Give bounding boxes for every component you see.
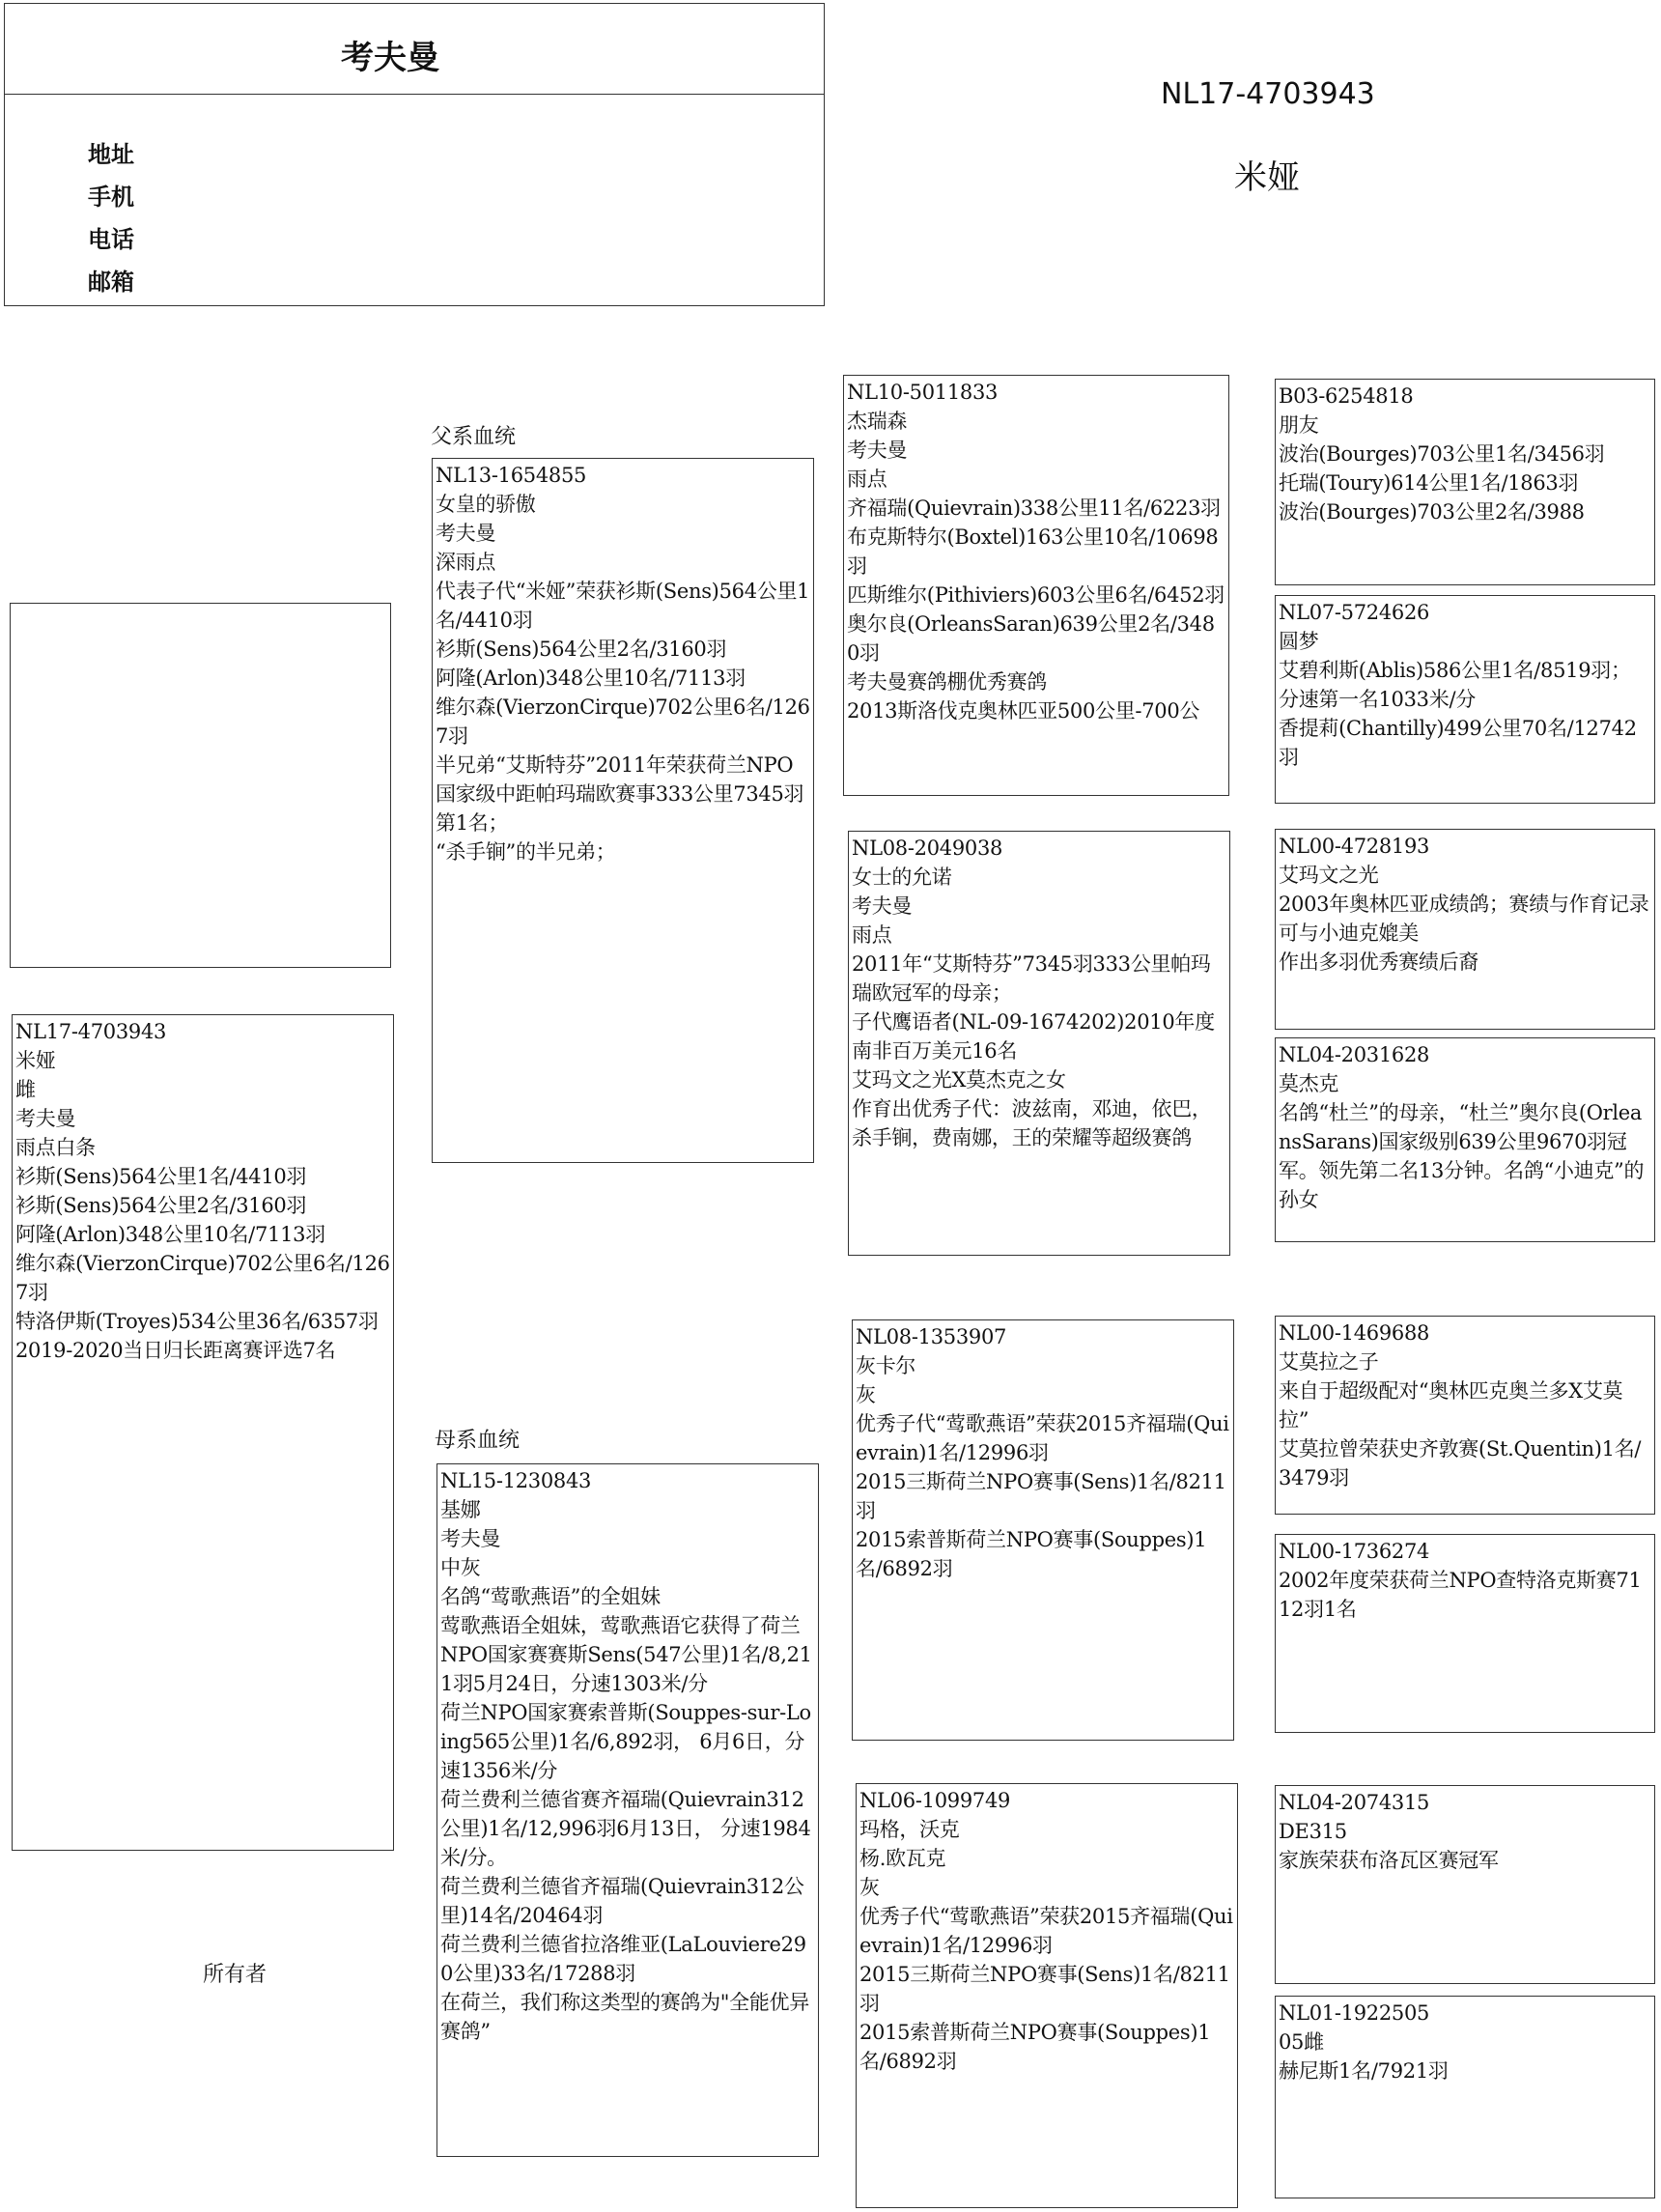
dam-line: 荷兰费利兰德省赛齐福瑞(Quievrain312公里)1名/12,996羽6月13日， 分速1984米/分。 <box>440 1788 811 1869</box>
sire-line: 阿隆(Arlon)348公里10名/7113羽 <box>436 666 746 690</box>
great-grandparent-line: NL01-1922505 <box>1279 2001 1430 2025</box>
sire-line: 半兄弟“艾斯特芬”2011年荣获荷兰NPO国家级中距帕玛瑞欧赛事333公里7345羽第1名； <box>436 753 804 835</box>
dam-line: 考夫曼 <box>440 1527 501 1550</box>
great-grandparent-line: 来自于超级配对“奥林匹克奥兰多X艾莫拉” <box>1279 1379 1623 1432</box>
great-grandparent-card-6 <box>1275 1534 1655 1733</box>
great-grandparent-line: NL04-2074315 <box>1279 1791 1430 1814</box>
great-grandparent-line: 波治(Bourges)703公里2名/3988 <box>1279 500 1585 524</box>
subject-line: 2019-2020当日归长距离赛评选7名 <box>15 1339 336 1362</box>
grandparent-line: 灰 <box>859 1876 880 1899</box>
dam-line: 在荷兰，我们称这类型的赛鸽为"全能优异赛鸽” <box>440 1991 809 2043</box>
great-grandparent-line: 2002年度荣获荷兰NPO查特洛克斯赛7112羽1名 <box>1279 1569 1642 1621</box>
grandparent-line: 匹斯维尔(Pithiviers)603公里6名/6452羽 <box>847 583 1225 607</box>
subject-card <box>12 1014 394 1851</box>
grandparent-line: 玛格，沃克 <box>859 1818 960 1841</box>
grandparent-line: 2015三斯荷兰NPO赛事(Sens)1名/8211羽 <box>859 1963 1230 2015</box>
grandparent-line: 灰 <box>856 1383 876 1406</box>
grandparent-line: NL08-1353907 <box>856 1325 1007 1348</box>
grandparent-line: 2015三斯荷兰NPO赛事(Sens)1名/8211羽 <box>856 1470 1226 1522</box>
dam-line: 名鸽“莺歌燕语”的全姐妹 <box>440 1585 661 1608</box>
great-grandparent-line: 05雌 <box>1279 2030 1324 2054</box>
grandparent-line: 2015索普斯荷兰NPO赛事(Souppes)1名/6892羽 <box>859 2021 1211 2073</box>
grandparent-line: 杨.欧瓦克 <box>859 1847 946 1870</box>
grandparent-line: 雨点 <box>847 468 887 491</box>
contact-email-label: 邮箱 <box>88 269 134 296</box>
grandparent-line: 子代鹰语者(NL-09-1674202)2010年度南非百万美元16名 <box>852 1010 1215 1063</box>
grandparent-line: 杰瑞森 <box>847 410 908 433</box>
grandsire-maternal-card <box>852 1319 1234 1741</box>
dam-line: 荷兰费利兰德省拉洛维亚(LaLouviere290公里)33名/17288羽 <box>440 1933 806 1985</box>
grandparent-line: 雨点 <box>852 923 892 947</box>
great-grandparent-card-7 <box>1275 1785 1655 1984</box>
great-grandparent-line: 香提莉(Chantilly)499公里70名/12742羽 <box>1279 717 1637 769</box>
grandparent-line: 优秀子代“莺歌燕语”荣获2015齐福瑞(Quievrain)1名/12996羽 <box>859 1905 1233 1957</box>
grandparent-line: 考夫曼 <box>847 439 908 462</box>
subject-line: 米娅 <box>15 1049 56 1072</box>
grandsire-paternal-card <box>843 375 1229 796</box>
sire-card <box>432 458 814 1163</box>
subject-line: 衫斯(Sens)564公里2名/3160羽 <box>15 1194 307 1217</box>
grandparent-line: 艾玛文之光X莫杰克之女 <box>852 1068 1066 1092</box>
subject-line: 衫斯(Sens)564公里1名/4410羽 <box>15 1165 307 1188</box>
dam-line: 基娜 <box>440 1498 481 1521</box>
subject-line: 考夫曼 <box>15 1107 76 1130</box>
sire-line: 考夫曼 <box>436 522 496 545</box>
subject-line: 特洛伊斯(Troyes)534公里36名/6357羽 <box>15 1310 379 1333</box>
great-grandparent-card-5 <box>1275 1316 1655 1515</box>
great-grandparent-line: 波治(Bourges)703公里1名/3456羽 <box>1279 442 1605 466</box>
grandparent-line: NL06-1099749 <box>859 1789 1011 1812</box>
great-grandparent-line: 莫杰克 <box>1279 1072 1339 1095</box>
contact-address-label: 地址 <box>88 141 134 168</box>
dam-line: 荷兰费利兰德省齐福瑞(Quievrain312公里)14名/20464羽 <box>440 1875 804 1927</box>
sire-line: 代表子代“米娅”荣获衫斯(Sens)564公里1名/4410羽 <box>436 580 810 632</box>
grandparent-line: 考夫曼 <box>852 894 913 918</box>
subject-line: NL17-4703943 <box>15 1020 167 1043</box>
grandparent-line: 灰卡尔 <box>856 1354 916 1377</box>
dam-card <box>436 1463 819 2157</box>
grandparent-line: NL10-5011833 <box>847 381 999 404</box>
sire-section-label: 父系血统 <box>431 425 517 449</box>
grandparent-line: 2015索普斯荷兰NPO赛事(Souppes)1名/6892羽 <box>856 1528 1207 1580</box>
dam-line: 中灰 <box>440 1556 481 1579</box>
great-grandparent-line: 圆梦 <box>1279 630 1319 653</box>
great-grandparent-line: 托瑞(Toury)614公里1名/1863羽 <box>1279 471 1579 495</box>
great-grandparent-line: 艾玛文之光 <box>1279 864 1379 887</box>
owner-header-box <box>4 3 825 306</box>
sire-line: 深雨点 <box>436 551 496 574</box>
contact-mobile-label: 手机 <box>88 184 134 211</box>
great-grandparent-line: NL04-2031628 <box>1279 1043 1430 1066</box>
granddam-maternal-card <box>856 1783 1238 2208</box>
great-grandparent-line: 2003年奥林匹亚成绩鸽；赛绩与作育记录可与小迪克媲美 <box>1279 893 1649 945</box>
owner-caption: 所有者 <box>203 1963 267 1987</box>
sire-line: NL13-1654855 <box>436 464 587 487</box>
great-grandparent-card-1 <box>1275 379 1655 585</box>
grandparent-line: 2011年“艾斯特芬”7345羽333公里帕玛瑞欧冠军的母亲； <box>852 952 1211 1005</box>
grandparent-line: NL08-2049038 <box>852 837 1003 860</box>
grandparent-line: 布克斯特尔(Boxtel)163公里10名/10698羽 <box>847 525 1219 578</box>
great-grandparent-line: 艾碧利斯(Ablis)586公里1名/8519羽； <box>1279 659 1631 682</box>
subject-line: 雌 <box>15 1078 36 1101</box>
sire-line: 女皇的骄傲 <box>436 493 536 516</box>
grandparent-line: 作育出优秀子代：波兹南，邓迪，依巴，杀手锏，费南娜，王的荣耀等超级赛鸽 <box>852 1097 1212 1149</box>
grandparent-line: 女士的允诺 <box>852 865 952 889</box>
great-grandparent-line: NL07-5724626 <box>1279 601 1430 624</box>
great-grandparent-card-4 <box>1275 1037 1655 1242</box>
subject-line: 维尔森(VierzonCirque)702公里6名/1267羽 <box>15 1252 390 1304</box>
bird-name: 米娅 <box>1234 158 1300 197</box>
great-grandparent-line: 作出多羽优秀赛绩后裔 <box>1279 950 1478 974</box>
great-grandparent-card-2 <box>1275 595 1655 804</box>
great-grandparent-line: 艾莫拉之子 <box>1279 1350 1379 1374</box>
great-grandparent-card-3 <box>1275 829 1655 1030</box>
grandparent-line: 奥尔良(OrleansSaran)639公里2名/3480羽 <box>847 612 1215 665</box>
grandparent-line: 考夫曼赛鸽棚优秀赛鸽 <box>847 670 1047 694</box>
great-grandparent-line: NL00-4728193 <box>1279 835 1430 858</box>
great-grandparent-line: 分速第一名1033米/分 <box>1279 688 1476 711</box>
great-grandparent-line: B03-6254818 <box>1279 384 1414 408</box>
great-grandparent-line: 名鸽“杜兰”的母亲，“杜兰”奥尔良(OrleansSarans)国家级别639公里9670羽冠军。领先第二名13分钟。名鸽“小迪克”的孙女 <box>1279 1101 1645 1211</box>
dam-line: 莺歌燕语全姐妹，莺歌燕语它获得了荷兰NPO国家赛赛斯Sens(547公里)1名/8,211羽5月24日，分速1303米/分 <box>440 1614 812 1695</box>
sire-line: 衫斯(Sens)564公里2名/3160羽 <box>436 638 727 661</box>
subject-line: 阿隆(Arlon)348公里10名/7113羽 <box>15 1223 325 1246</box>
great-grandparent-line: 赫尼斯1名/7921羽 <box>1279 2059 1449 2083</box>
sire-line: “杀手锏”的半兄弟； <box>436 840 616 864</box>
great-grandparent-card-8 <box>1275 1996 1655 2198</box>
great-grandparent-line: 艾莫拉曾荣获史齐敦赛(St.Quentin)1名/3479羽 <box>1279 1437 1642 1489</box>
owner-name-cell <box>5 4 824 95</box>
sire-line: 维尔森(VierzonCirque)702公里6名/1267羽 <box>436 695 810 748</box>
grandparent-line: 优秀子代“莺歌燕语”荣获2015齐福瑞(Quievrain)1名/12996羽 <box>856 1412 1229 1464</box>
ring-number: NL17-4703943 <box>1161 77 1375 111</box>
great-grandparent-line: NL00-1469688 <box>1279 1321 1430 1345</box>
grandparent-line: 齐福瑞(Quievrain)338公里11名/6223羽 <box>847 496 1221 520</box>
great-grandparent-line: NL00-1736274 <box>1279 1540 1430 1563</box>
great-grandparent-line: 朋友 <box>1279 413 1319 437</box>
dam-line: 荷兰NPO国家赛索普斯(Souppes-sur-Loing565公里)1名/6,892羽， 6月6日，分速1356米/分 <box>440 1701 811 1782</box>
dam-line: NL15-1230843 <box>440 1469 592 1492</box>
grandparent-line: 2013斯洛伐克奥林匹亚500公里-700公 <box>847 699 1200 723</box>
great-grandparent-line: DE315 <box>1279 1820 1347 1843</box>
granddam-paternal-card <box>848 831 1230 1256</box>
contact-phone-label: 电话 <box>88 226 134 253</box>
owner-name: 考夫曼 <box>341 39 439 77</box>
dam-section-label: 母系血统 <box>435 1429 521 1453</box>
photo-placeholder <box>10 603 391 968</box>
subject-line: 雨点白条 <box>15 1136 96 1159</box>
great-grandparent-line: 家族荣获布洛瓦区赛冠军 <box>1279 1849 1499 1872</box>
